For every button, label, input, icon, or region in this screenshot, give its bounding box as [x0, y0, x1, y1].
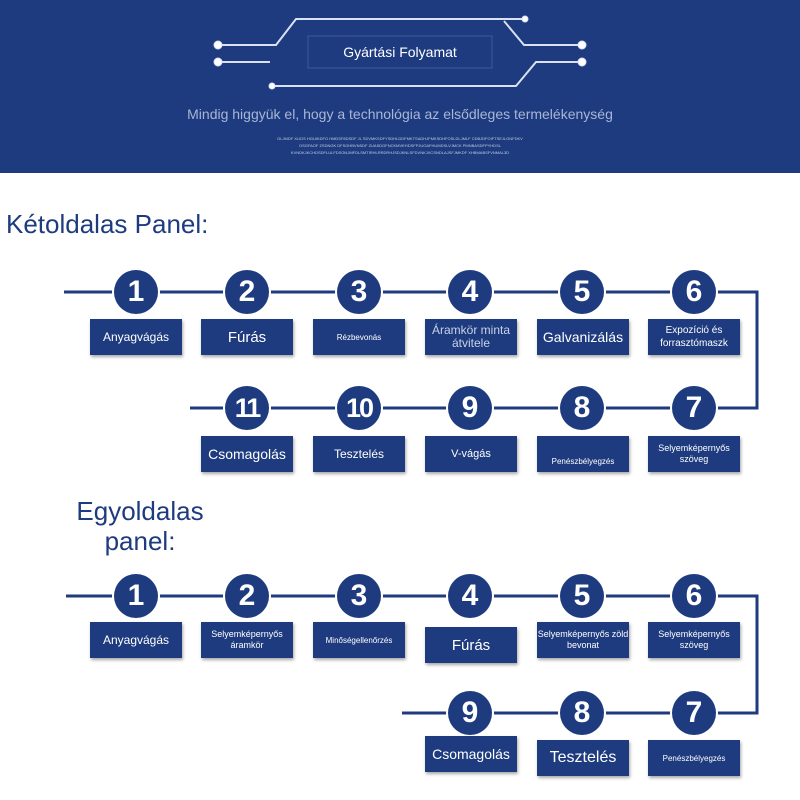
- process-step-box: Expozíció és forrasztómaszk: [648, 319, 740, 355]
- step-number: 1: [114, 574, 158, 618]
- process-step-box: Áramkör minta átvitele: [425, 319, 517, 355]
- process-step-box: V-vágás: [425, 436, 517, 472]
- step-number: 3: [337, 270, 381, 314]
- process-step-box: Anyagvágás: [90, 319, 182, 355]
- banner-fine-print: KVNDKJKCHDSDFLULFDSGNJMFDLSMTIRHLRRDRHJSDJKNLSFDVNKJXCSNDLAJSFJMKDF XHBMABSFVNMAL3D: [290, 150, 510, 155]
- process-step-box: Tesztelés: [537, 740, 629, 776]
- process-step-box: Minőségellenőrzés: [313, 622, 405, 658]
- banner-fine-print: OSGFAOF ZSDNGK DFSGHBVNSDF ZUASDGFNCKMVEHDSFPJUOAFHUMDSLVJMCK PMNBASDFPYHDSL: [299, 143, 501, 148]
- step-number: 9: [448, 386, 492, 430]
- single-sided-title: [40, 496, 240, 556]
- step-number: 9: [448, 691, 492, 735]
- step-number: 7: [672, 691, 716, 735]
- process-step-box: [537, 436, 629, 472]
- step-number: 3: [337, 574, 381, 618]
- process-step-box: Anyagvágás: [90, 622, 182, 658]
- process-step-box: Csomagolás: [201, 436, 293, 472]
- step-number: 7: [672, 386, 716, 430]
- process-step-box: Selyemképernyős áramkör: [201, 622, 293, 658]
- banner-fine-print: OLJMDF XLIDS HGUIKDFG HMDSF8DSDF JL SDVMKSDFYSDHLDDFMKTSADHJFMKSDHFOSLDLJMLF CDBJDFOIFTSEJLGNFDKV: [277, 136, 523, 141]
- step-number: 8: [560, 691, 604, 735]
- step-number: 5: [560, 574, 604, 618]
- step-number: 4: [448, 574, 492, 618]
- process-step-box: Rézbevonás: [313, 319, 405, 355]
- banner-title: Gyártási Folyamat: [343, 44, 457, 60]
- banner-subtitle: Mindig higgyük el, hogy a technológia az elsődleges termelékenység: [187, 106, 613, 122]
- step-number: 8: [560, 386, 604, 430]
- step-number: 1: [114, 270, 158, 314]
- step-number: 6: [672, 270, 716, 314]
- double-sided-title: Kétoldalas Panel:: [6, 209, 209, 239]
- process-step-box: Csomagolás: [425, 736, 517, 772]
- process-step-box: Selyemképernyős szöveg: [648, 436, 740, 472]
- step-number: 2: [225, 270, 269, 314]
- step-number: 5: [560, 270, 604, 314]
- process-step-box: Selyemképernyős zöld bevonat: [537, 622, 629, 658]
- step-number: 10: [337, 386, 381, 430]
- step-number: 11: [225, 386, 269, 430]
- process-step-box: Fúrás: [425, 627, 517, 663]
- process-step-box: Selyemképernyős szöveg: [648, 622, 740, 658]
- process-step-box: Galvanizálás: [537, 319, 629, 355]
- step-number: 4: [448, 270, 492, 314]
- step-number: 2: [225, 574, 269, 618]
- process-step-label: Penészbélyegzés: [551, 457, 615, 466]
- single-sided-title-text: Egyoldalas panel:: [76, 496, 204, 556]
- header-banner: [0, 0, 800, 173]
- process-step-box: Penészbélyegzés: [648, 740, 740, 776]
- process-step-box: Tesztelés: [313, 436, 405, 472]
- process-step-box: Fúrás: [201, 319, 293, 355]
- step-number: 6: [672, 574, 716, 618]
